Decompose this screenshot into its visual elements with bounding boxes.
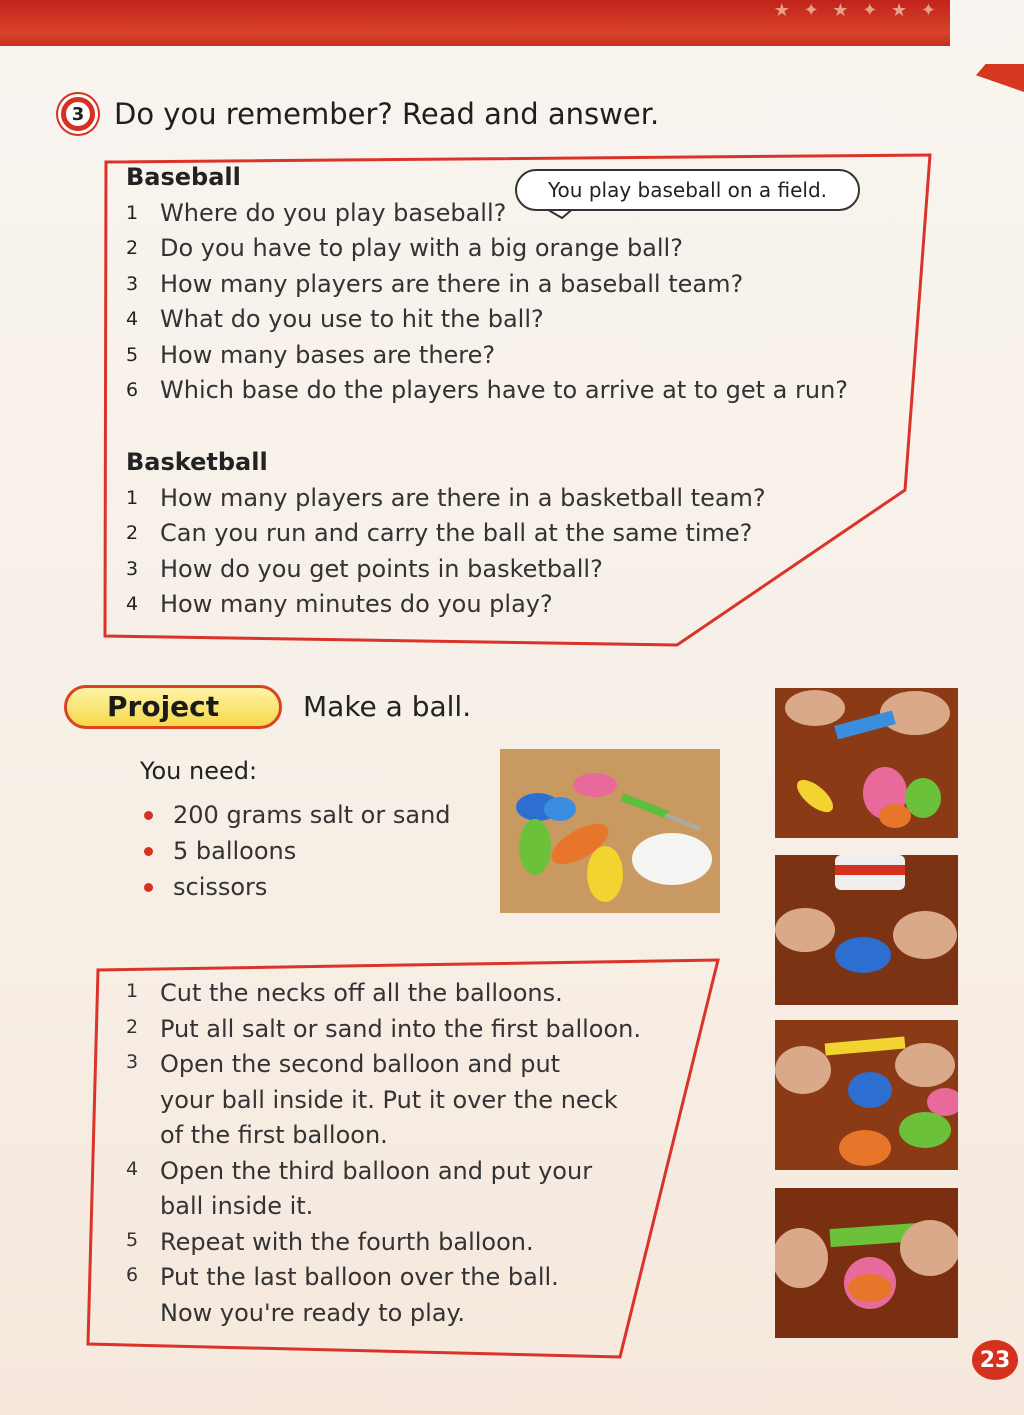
question-row [126,587,766,623]
question-text: How many minutes do you play? [160,590,553,619]
question-text: How many bases are there? [160,340,496,369]
list-item [144,797,451,833]
project-title: Make a ball. [303,690,472,723]
question-text: Which base do the players have to arrive at to get a run? [160,376,849,405]
step-text: Put all salt or sand into the first balloon. [160,1014,641,1043]
question-row [126,516,766,552]
question-text: Do you have to play with a big orange ball? [160,234,683,263]
question-row [126,551,766,587]
question-number: 6 [126,379,139,402]
step-text: Repeat with the fourth balloon. [160,1227,534,1256]
basketball-heading: Basketball [126,448,268,476]
question-row [126,337,848,373]
question-number: 3 [126,557,139,580]
steps-list [126,976,650,1331]
list-item [126,1154,650,1225]
question-text: How many players are there in a baseball team? [160,269,744,298]
question-row [126,373,848,409]
project-label: Project [64,685,282,729]
question-row [126,195,848,231]
step-photo [775,1188,958,1338]
question-text: Can you run and carry the ball at the same time? [160,519,753,548]
step-illustration [775,855,958,1005]
basketball-section [126,448,766,622]
exercise-number: 3 [66,102,90,126]
question-text: Where do you play baseball? [160,198,507,227]
question-number: 5 [126,343,139,366]
step-number: 2 [126,1015,139,1038]
question-row [126,302,848,338]
list-item [126,1012,650,1048]
baseball-section [126,163,848,408]
question-row [126,266,848,302]
step-text: Put the last balloon over the ball. Now you're ready to play. [160,1263,559,1327]
step-photo [775,855,958,1005]
list-item [144,869,451,905]
step-number: 5 [126,1228,139,1251]
materials-illustration [500,749,720,913]
question-row [126,231,848,267]
list-item [126,1047,650,1154]
step-illustration [775,1020,958,1170]
question-text: How do you get points in basketball? [160,554,603,583]
step-text: Open the third balloon and put your ball inside it. [160,1156,593,1220]
exercise-header [58,94,659,134]
list-item [144,833,451,869]
question-number: 2 [126,237,139,260]
question-number: 4 [126,308,139,331]
baseball-heading: Baseball [126,163,241,191]
need-text: 5 balloons [173,837,297,865]
question-text: How many players are there in a basketball team? [160,483,766,512]
exercise-number-badge [58,94,98,134]
step-number: 4 [126,1157,139,1180]
need-text: scissors [173,873,268,901]
step-text: Open the second balloon and put your ball inside it. Put it over the neck of the first balloon. [160,1050,618,1149]
materials-photo [500,749,720,913]
need-title: You need: [140,757,258,785]
step-text: Cut the necks off all the balloons. [160,979,563,1007]
question-number: 3 [126,272,139,295]
list-item [126,1225,650,1261]
question-number: 4 [126,593,139,616]
exercise-title: Do you remember? Read and answer. [114,97,660,131]
step-number: 1 [126,980,139,1002]
bullet-icon [144,883,153,892]
question-number: 1 [126,201,139,224]
need-text: 200 grams salt or sand [173,801,451,829]
star-decoration-icon: ★ ✦ ★ ✦ ★ ✦ [773,0,940,21]
need-list [144,797,451,905]
step-photo [775,1020,958,1170]
step-number: 3 [126,1051,139,1073]
page-number: 23 [972,1340,1018,1380]
step-number: 6 [126,1264,139,1286]
question-text: What do you use to hit the ball? [160,305,544,334]
step-illustration [775,688,958,838]
speech-bubble: You play baseball on a field. [515,169,860,211]
step-photo [775,688,958,838]
bullet-icon [144,847,153,856]
list-item [126,1260,650,1331]
step-illustration [775,1188,958,1338]
bullet-icon [144,811,153,820]
question-number: 1 [126,486,139,509]
question-number: 2 [126,522,139,545]
question-row [126,480,766,516]
list-item [126,976,650,1012]
